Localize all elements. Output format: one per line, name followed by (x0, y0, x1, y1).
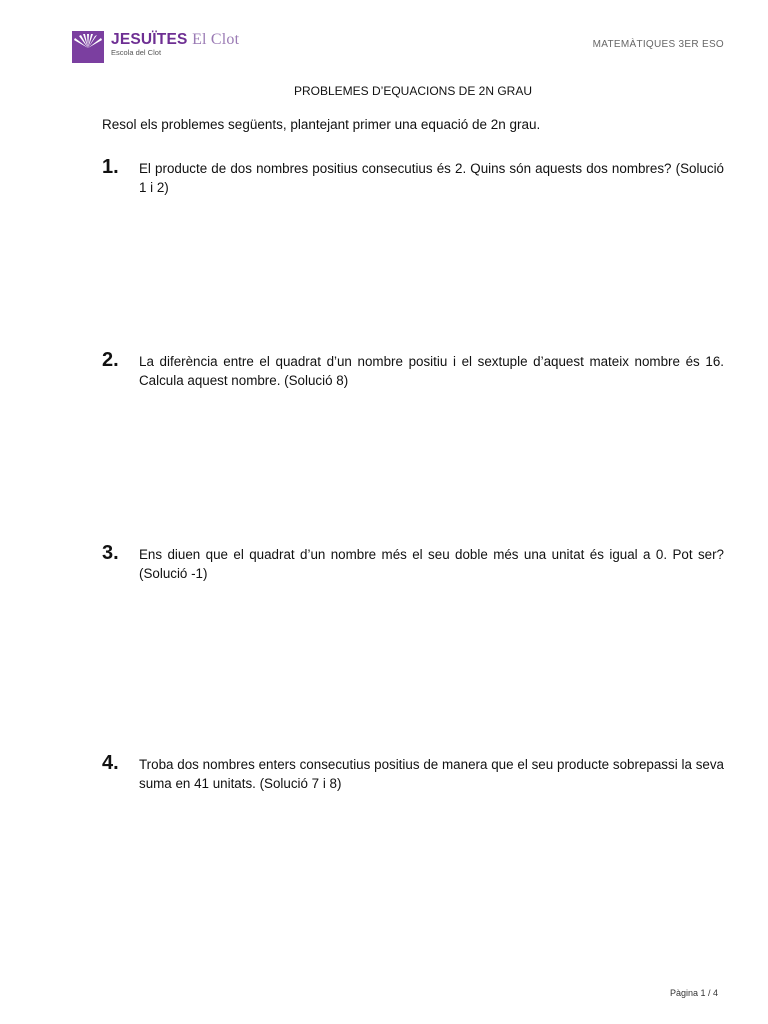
problem-number: 1. (102, 156, 119, 178)
document-title: PROBLEMES D’EQUACIONS DE 2N GRAU (293, 84, 533, 98)
problem-number: 2. (102, 349, 119, 371)
logo-name-strong: JESUÏTES (111, 31, 188, 48)
problem-text: Ens diuen que el quadrat d’un nombre més el seu doble més una unitat és igual a 0. Pot ser? (Solució -1) (139, 547, 724, 581)
problem-text: La diferència entre el quadrat d’un nombre positiu i el sextuple d’aquest mateix nombre és 16. Calcula aquest nombre. (Solució 8) (139, 354, 724, 388)
problem-text: Troba dos nombres enters consecutius positius de manera que el seu producte sobrepassi la seva suma en 41 unitats. (Solució 7 i 8) (139, 757, 724, 791)
logo-subtitle: Escola del Clot (111, 48, 162, 57)
sunburst-logo-icon (72, 31, 104, 63)
problem-number: 4. (102, 752, 119, 774)
page-number: Pàgina 1 / 4 (669, 988, 718, 998)
problem-text: El producte de dos nombres positius consecutius és 2. Quins són aquests dos nombres? (Solució 1 i 2) (139, 161, 724, 195)
instructions: Resol els problemes següents, plantejant primer una equació de 2n grau. (102, 117, 541, 132)
problem-number: 3. (102, 542, 119, 564)
school-logo (72, 31, 239, 63)
course-label: MATEMÀTIQUES 3ER ESO (592, 39, 724, 50)
logo-name-light: El Clot (192, 31, 240, 48)
